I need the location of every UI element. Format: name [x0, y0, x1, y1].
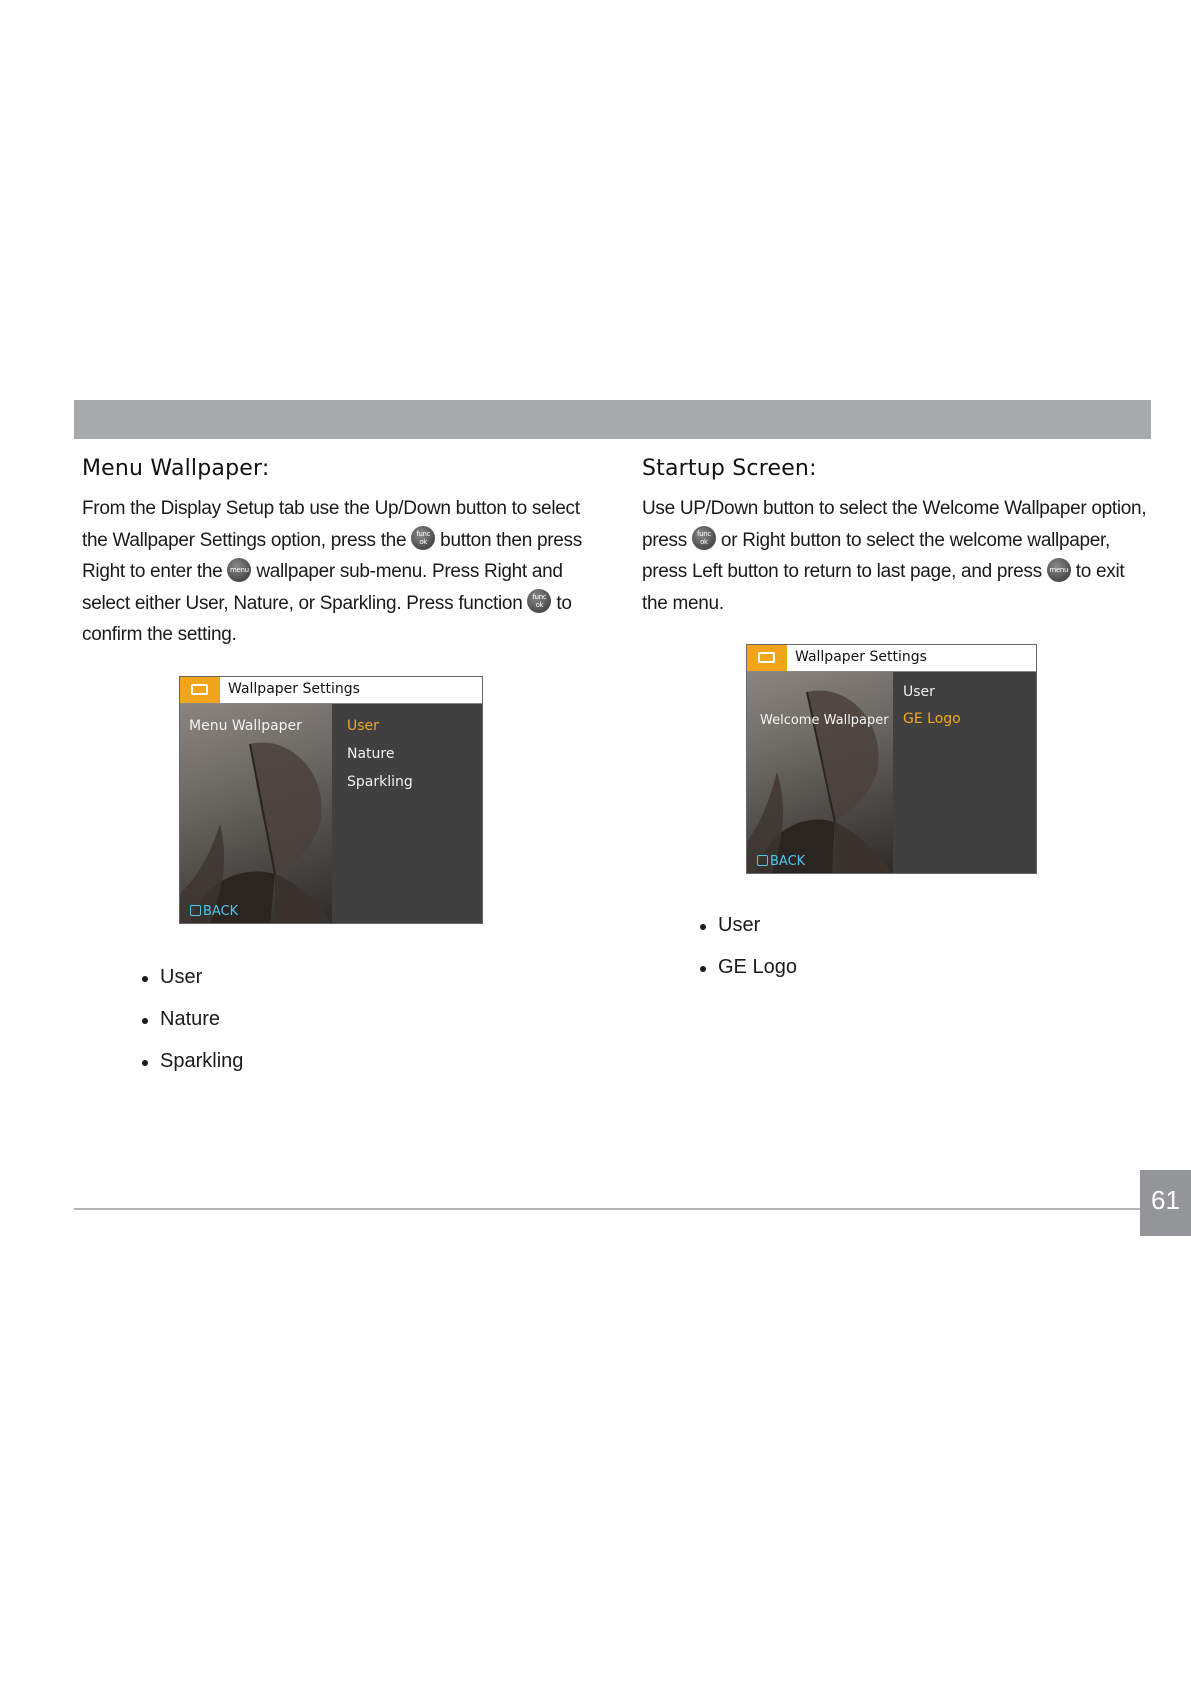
startup-screen-section — [642, 456, 1152, 619]
icon-label: ok — [419, 538, 428, 547]
flower-silhouette-icon — [747, 672, 893, 873]
option-ge-logo[interactable]: GE Logo — [903, 711, 961, 727]
setting-label: Welcome Wallpaper — [760, 713, 889, 728]
menu-button-icon — [1047, 558, 1071, 582]
footer-divider — [74, 1208, 1140, 1210]
wallpaper-options-list — [142, 966, 243, 1092]
wallpaper-preview-image — [747, 672, 893, 873]
option-nature[interactable]: Nature — [347, 746, 395, 762]
back-arrow-icon — [757, 855, 768, 866]
back-button[interactable] — [757, 854, 805, 869]
icon-label: menu — [229, 565, 249, 574]
wallpaper-preview-image — [180, 704, 332, 923]
setting-label: Menu Wallpaper — [189, 718, 302, 734]
startup-screen-screen — [746, 644, 1037, 874]
paragraph-text: Use UP/Down button to select the Welcome Wallpaper option, press — [642, 498, 1147, 551]
func-ok-button-icon — [692, 526, 716, 550]
screen-title-bar — [180, 677, 482, 704]
func-ok-button-icon — [527, 589, 551, 613]
list-item: Nature — [142, 1008, 243, 1050]
icon-label: ok — [700, 538, 708, 547]
icon-label: func — [696, 530, 711, 539]
paragraph-text: From the Display Setup tab use the Up/Down button to select the Wallpaper Settings option, press the — [82, 498, 580, 551]
option-sparkling[interactable]: Sparkling — [347, 774, 413, 790]
wallpaper-tab-icon — [180, 677, 220, 703]
section-heading: Menu Wallpaper: — [82, 456, 270, 481]
option-user[interactable]: User — [347, 718, 379, 734]
icon-label: menu — [1049, 565, 1069, 574]
list-item: User — [142, 966, 243, 1008]
screen-title: Wallpaper Settings — [795, 649, 927, 665]
flower-silhouette-icon — [180, 704, 332, 923]
paragraph-text: or Right button to select the welcome wallpaper, press Left button to return to last page, and press — [642, 529, 1110, 582]
header-band — [74, 400, 1151, 439]
icon-label: func — [532, 593, 547, 602]
paragraph-text: wallpaper sub-menu. Press Right and select either User, Nature, or Sparkling. Press function — [82, 561, 563, 614]
list-item: Sparkling — [142, 1050, 243, 1092]
icon-label: func — [416, 530, 431, 539]
page-number: 61 — [1140, 1170, 1191, 1236]
option-user[interactable]: User — [903, 684, 935, 700]
paragraph-text: to confirm the setting. — [82, 592, 572, 645]
back-button[interactable] — [190, 904, 238, 919]
wallpaper-tab-icon — [747, 645, 787, 671]
list-item: User — [700, 914, 797, 956]
menu-wallpaper-section — [82, 456, 592, 651]
startup-options-list — [700, 914, 797, 998]
section-paragraph — [642, 493, 1152, 619]
back-label: BACK — [770, 854, 806, 869]
menu-button-icon — [227, 558, 251, 582]
screen-title-bar — [747, 645, 1036, 672]
section-paragraph — [82, 493, 592, 651]
list-item: GE Logo — [700, 956, 797, 998]
section-heading: Startup Screen: — [642, 456, 817, 481]
menu-wallpaper-screen — [179, 676, 483, 924]
paragraph-text: button then press Right to enter the — [82, 529, 582, 582]
func-ok-button-icon — [411, 526, 435, 550]
back-arrow-icon — [190, 905, 201, 916]
back-label: BACK — [203, 904, 239, 919]
icon-label: ok — [535, 601, 544, 610]
screen-title: Wallpaper Settings — [228, 681, 360, 697]
paragraph-text: to exit the menu. — [642, 561, 1125, 614]
